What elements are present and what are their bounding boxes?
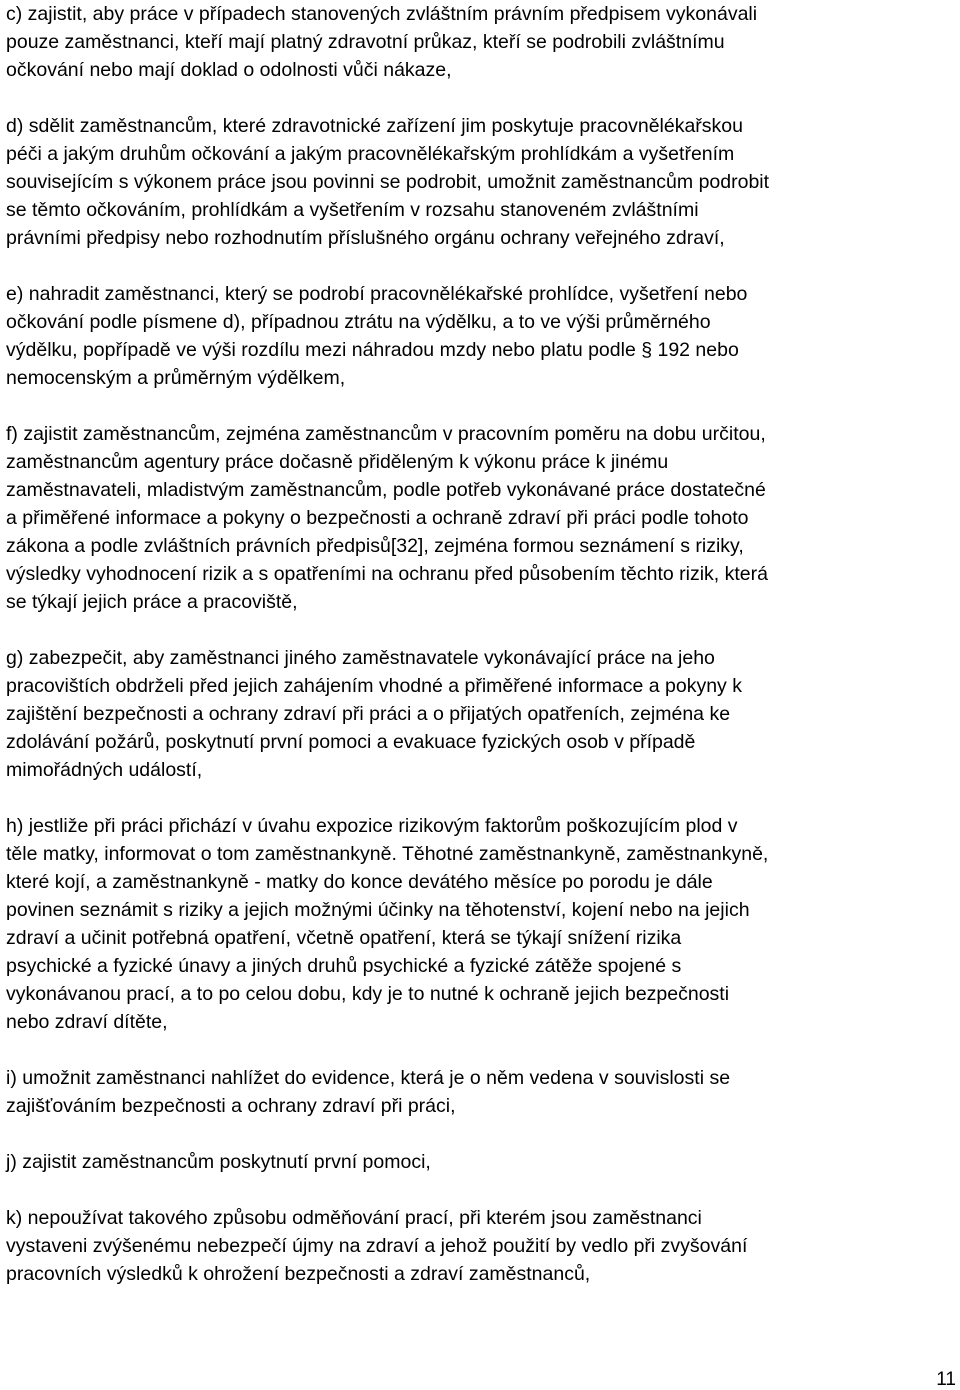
text-line: d) sdělit zaměstnancům, které zdravotnické zařízení jim poskytuje pracovnělékařskou	[6, 115, 743, 137]
text-line: h) jestliže při práci přichází v úvahu expozice rizikovým faktorům poškozujícím plod v	[6, 815, 738, 837]
text-line: vystaveni zvýšenému nebezpečí újmy na zdraví a jehož použití by vedlo při zvyšování	[6, 1235, 748, 1257]
paragraph-spacer	[6, 1120, 956, 1148]
paragraph-i	[6, 1064, 956, 1120]
text-line: souvisejícím s výkonem práce jsou povinni se podrobit, umožnit zaměstnancům podrobit	[6, 171, 770, 193]
text-line: pracovištích obdrželi před jejich zahájením vhodné a přiměřené informace a pokyny k	[6, 675, 742, 697]
text-line: nebo zdraví dítěte,	[6, 1011, 168, 1033]
paragraph-f	[6, 420, 956, 616]
paragraph-spacer	[6, 84, 956, 112]
paragraph-spacer	[6, 1176, 956, 1204]
text-line: mimořádných událostí,	[6, 759, 203, 781]
paragraph-spacer	[6, 392, 956, 420]
paragraph-k	[6, 1204, 956, 1288]
text-line: které kojí, a zaměstnankyně - matky do konce devátého měsíce po porodu je dále	[6, 871, 713, 893]
text-line: zajištění bezpečnosti a ochrany zdraví při práci a o přijatých opatřeních, zejména ke	[6, 703, 731, 725]
paragraph-d	[6, 112, 956, 252]
text-line: zajišťováním bezpečnosti a ochrany zdraví při práci,	[6, 1095, 456, 1117]
text-line: péči a jakým druhům očkování a jakým pracovnělékařským prohlídkám a vyšetřením	[6, 143, 735, 165]
paragraph-g	[6, 644, 956, 784]
text-line: psychické a fyzické únavy a jiných druhů psychické a fyzické zátěže spojené s	[6, 955, 682, 977]
text-line: f) zajistit zaměstnancům, zejména zaměstnancům v pracovním poměru na dobu určitou,	[6, 423, 766, 445]
text-line: zaměstnavateli, mladistvým zaměstnancům, podle potřeb vykonávané práce dostatečné	[6, 479, 766, 501]
text-line: zaměstnancům agentury práce dočasně přiděleným k výkonu práce k jinému	[6, 451, 669, 473]
text-line: se týkají jejich práce a pracoviště,	[6, 591, 298, 613]
paragraph-spacer	[6, 784, 956, 812]
text-line: pracovních výsledků k ohrožení bezpečnosti a zdraví zaměstnanců,	[6, 1263, 591, 1285]
text-line: právními předpisy nebo rozhodnutím příslušného orgánu ochrany veřejného zdraví,	[6, 227, 725, 249]
text-line: c) zajistit, aby práce v případech stanovených zvláštním právním předpisem vykonávali	[6, 3, 758, 25]
text-line: zákona a podle zvláštních právních předpisů[32], zejména formou seznámení s riziky,	[6, 535, 744, 557]
text-line: g) zabezpečit, aby zaměstnanci jiného zaměstnavatele vykonávající práce na jeho	[6, 647, 715, 669]
text-line: očkování nebo mají doklad o odolnosti vůči nákaze,	[6, 59, 452, 81]
text-line: povinen seznámit s riziky a jejich možnými účinky na těhotenství, kojení nebo na jejich	[6, 899, 750, 921]
paragraph-j	[6, 1148, 956, 1176]
text-line: nemocenským a průměrným výdělkem,	[6, 367, 346, 389]
text-line: k) nepoužívat takového způsobu odměňování prací, při kterém jsou zaměstnanci	[6, 1207, 702, 1229]
text-line: výsledky vyhodnocení rizik a s opatřeními na ochranu před působením těchto rizik, která	[6, 563, 768, 585]
text-line: očkování podle písmene d), případnou ztrátu na výdělku, a to ve výši průměrného	[6, 311, 711, 333]
text-line: těle matky, informovat o tom zaměstnankyně. Těhotné zaměstnankyně, zaměstnankyně,	[6, 843, 769, 865]
paragraph-spacer	[6, 616, 956, 644]
text-line: j) zajistit zaměstnancům poskytnutí první pomoci,	[6, 1151, 431, 1173]
text-line: vykonávanou prací, a to po celou dobu, kdy je to nutné k ochraně jejich bezpečnosti	[6, 983, 730, 1005]
paragraph-e	[6, 280, 956, 392]
text-line: se těmto očkováním, prohlídkám a vyšetřením v rozsahu stanoveném zvláštními	[6, 199, 699, 221]
text-line: a přiměřené informace a pokyny o bezpečnosti a ochraně zdraví při práci podle tohoto	[6, 507, 749, 529]
text-line: zdolávání požárů, poskytnutí první pomoci a evakuace fyzických osob v případě	[6, 731, 696, 753]
text-line: e) nahradit zaměstnanci, který se podrobí pracovnělékařské prohlídce, vyšetření nebo	[6, 283, 748, 305]
text-line: zdraví a učinit potřebná opatření, včetně opatření, která se týkají snížení rizika	[6, 927, 682, 949]
text-line: pouze zaměstnanci, kteří mají platný zdravotní průkaz, kteří se podrobili zvláštnímu	[6, 31, 725, 53]
text-line: výdělku, popřípadě ve výši rozdílu mezi náhradou mzdy nebo platu podle § 192 nebo	[6, 339, 739, 361]
text-line: i) umožnit zaměstnanci nahlížet do evidence, která je o něm vedena v souvislosti se	[6, 1067, 731, 1089]
paragraph-c	[6, 0, 956, 84]
paragraph-h	[6, 812, 956, 1036]
paragraph-spacer	[6, 1036, 956, 1064]
paragraph-spacer	[6, 252, 956, 280]
page-number: 11	[936, 1369, 956, 1390]
document-page	[6, 0, 956, 1288]
